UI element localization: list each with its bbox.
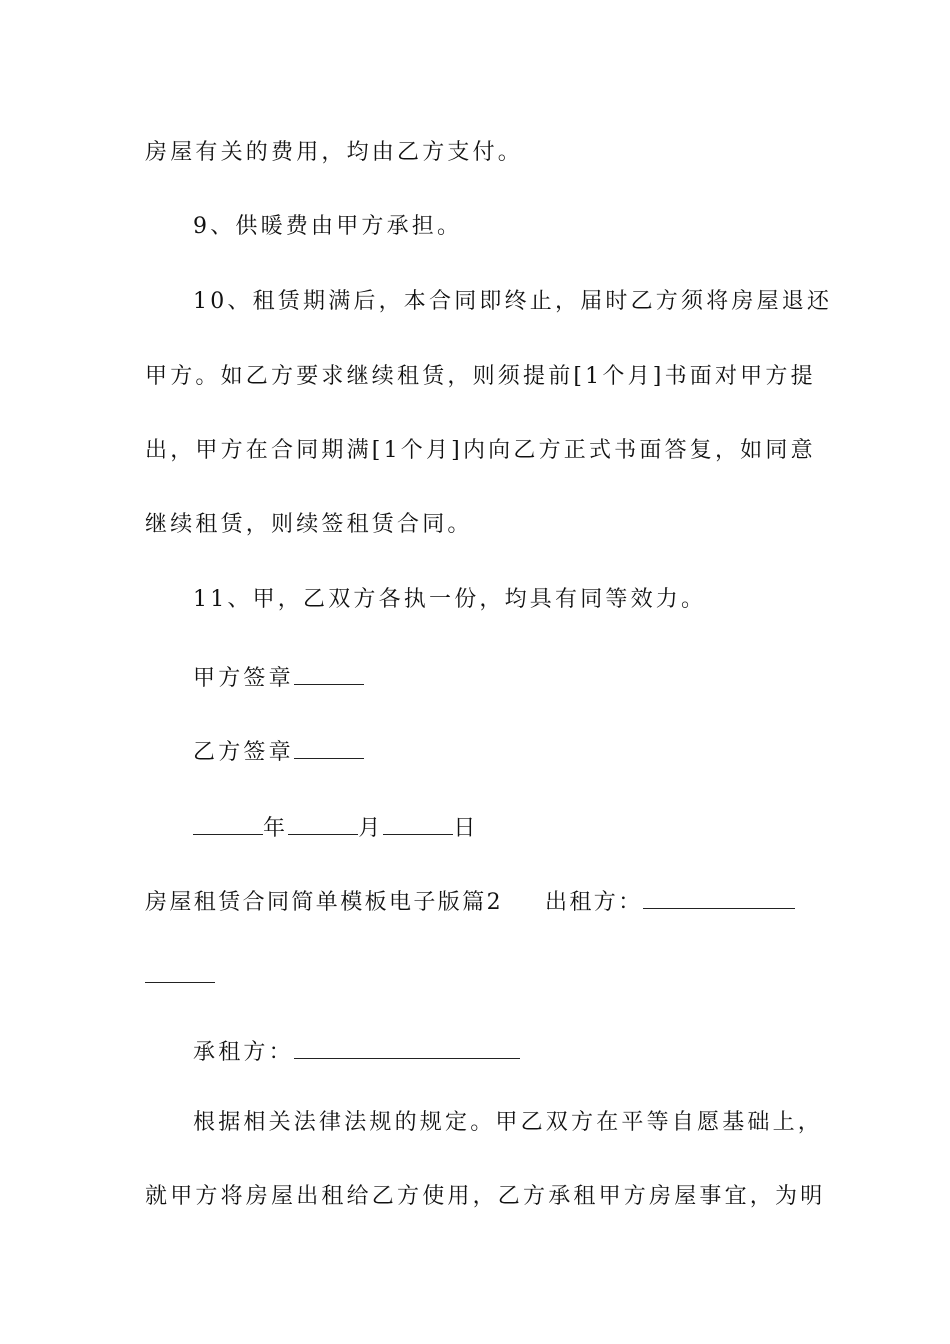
year-label: 年 bbox=[263, 816, 289, 841]
party-b-signature bbox=[193, 734, 810, 768]
lessor-blank bbox=[643, 884, 795, 909]
party-a-signature-blank bbox=[294, 660, 364, 685]
section-heading-line bbox=[145, 884, 810, 918]
clause-10-line-2: 甲方。如乙方要求继续租赁，则须提前[1个月]书面对甲方提 bbox=[145, 364, 816, 389]
party-a-signature bbox=[193, 660, 810, 694]
year-blank bbox=[193, 810, 263, 835]
lessor-blank-tail bbox=[145, 958, 215, 983]
lessee-blank bbox=[294, 1034, 520, 1059]
party-b-signature-label: 乙方签章 bbox=[193, 740, 294, 765]
clause-11: 11、甲，乙双方各执一份，均具有同等效力。 bbox=[193, 587, 707, 612]
month-blank bbox=[288, 810, 358, 835]
lessor-blank-continued bbox=[145, 958, 810, 992]
clause-10-line-4: 继续租赁，则续签租赁合同。 bbox=[145, 512, 473, 537]
day-label: 日 bbox=[453, 816, 479, 841]
text-line: 房屋有关的费用，均由乙方支付。 bbox=[145, 140, 524, 165]
clause-10-line-1: 10、租赁期满后，本合同即终止，届时乙方须将房屋退还 bbox=[193, 289, 833, 314]
lessee-line bbox=[193, 1034, 810, 1068]
paragraph-line-1: 根据相关法律法规的规定。甲乙双方在平等自愿基础上， bbox=[193, 1110, 824, 1135]
clause-9: 9、供暖费由甲方承担。 bbox=[193, 214, 463, 239]
signing-date bbox=[193, 810, 810, 844]
party-b-signature-blank bbox=[294, 734, 364, 759]
day-blank bbox=[383, 810, 453, 835]
party-a-signature-label: 甲方签章 bbox=[193, 666, 294, 691]
month-label: 月 bbox=[358, 816, 384, 841]
section-title: 房屋租赁合同简单模板电子版篇2 bbox=[145, 890, 503, 915]
lessor-label: 出租方： bbox=[545, 890, 643, 915]
lessee-label: 承租方： bbox=[193, 1040, 294, 1065]
paragraph-line-2: 就甲方将房屋出租给乙方使用，乙方承租甲方房屋事宜，为明 bbox=[145, 1184, 826, 1209]
clause-10-line-3: 出，甲方在合同期满[1个月]内向乙方正式书面答复，如同意 bbox=[145, 438, 816, 463]
